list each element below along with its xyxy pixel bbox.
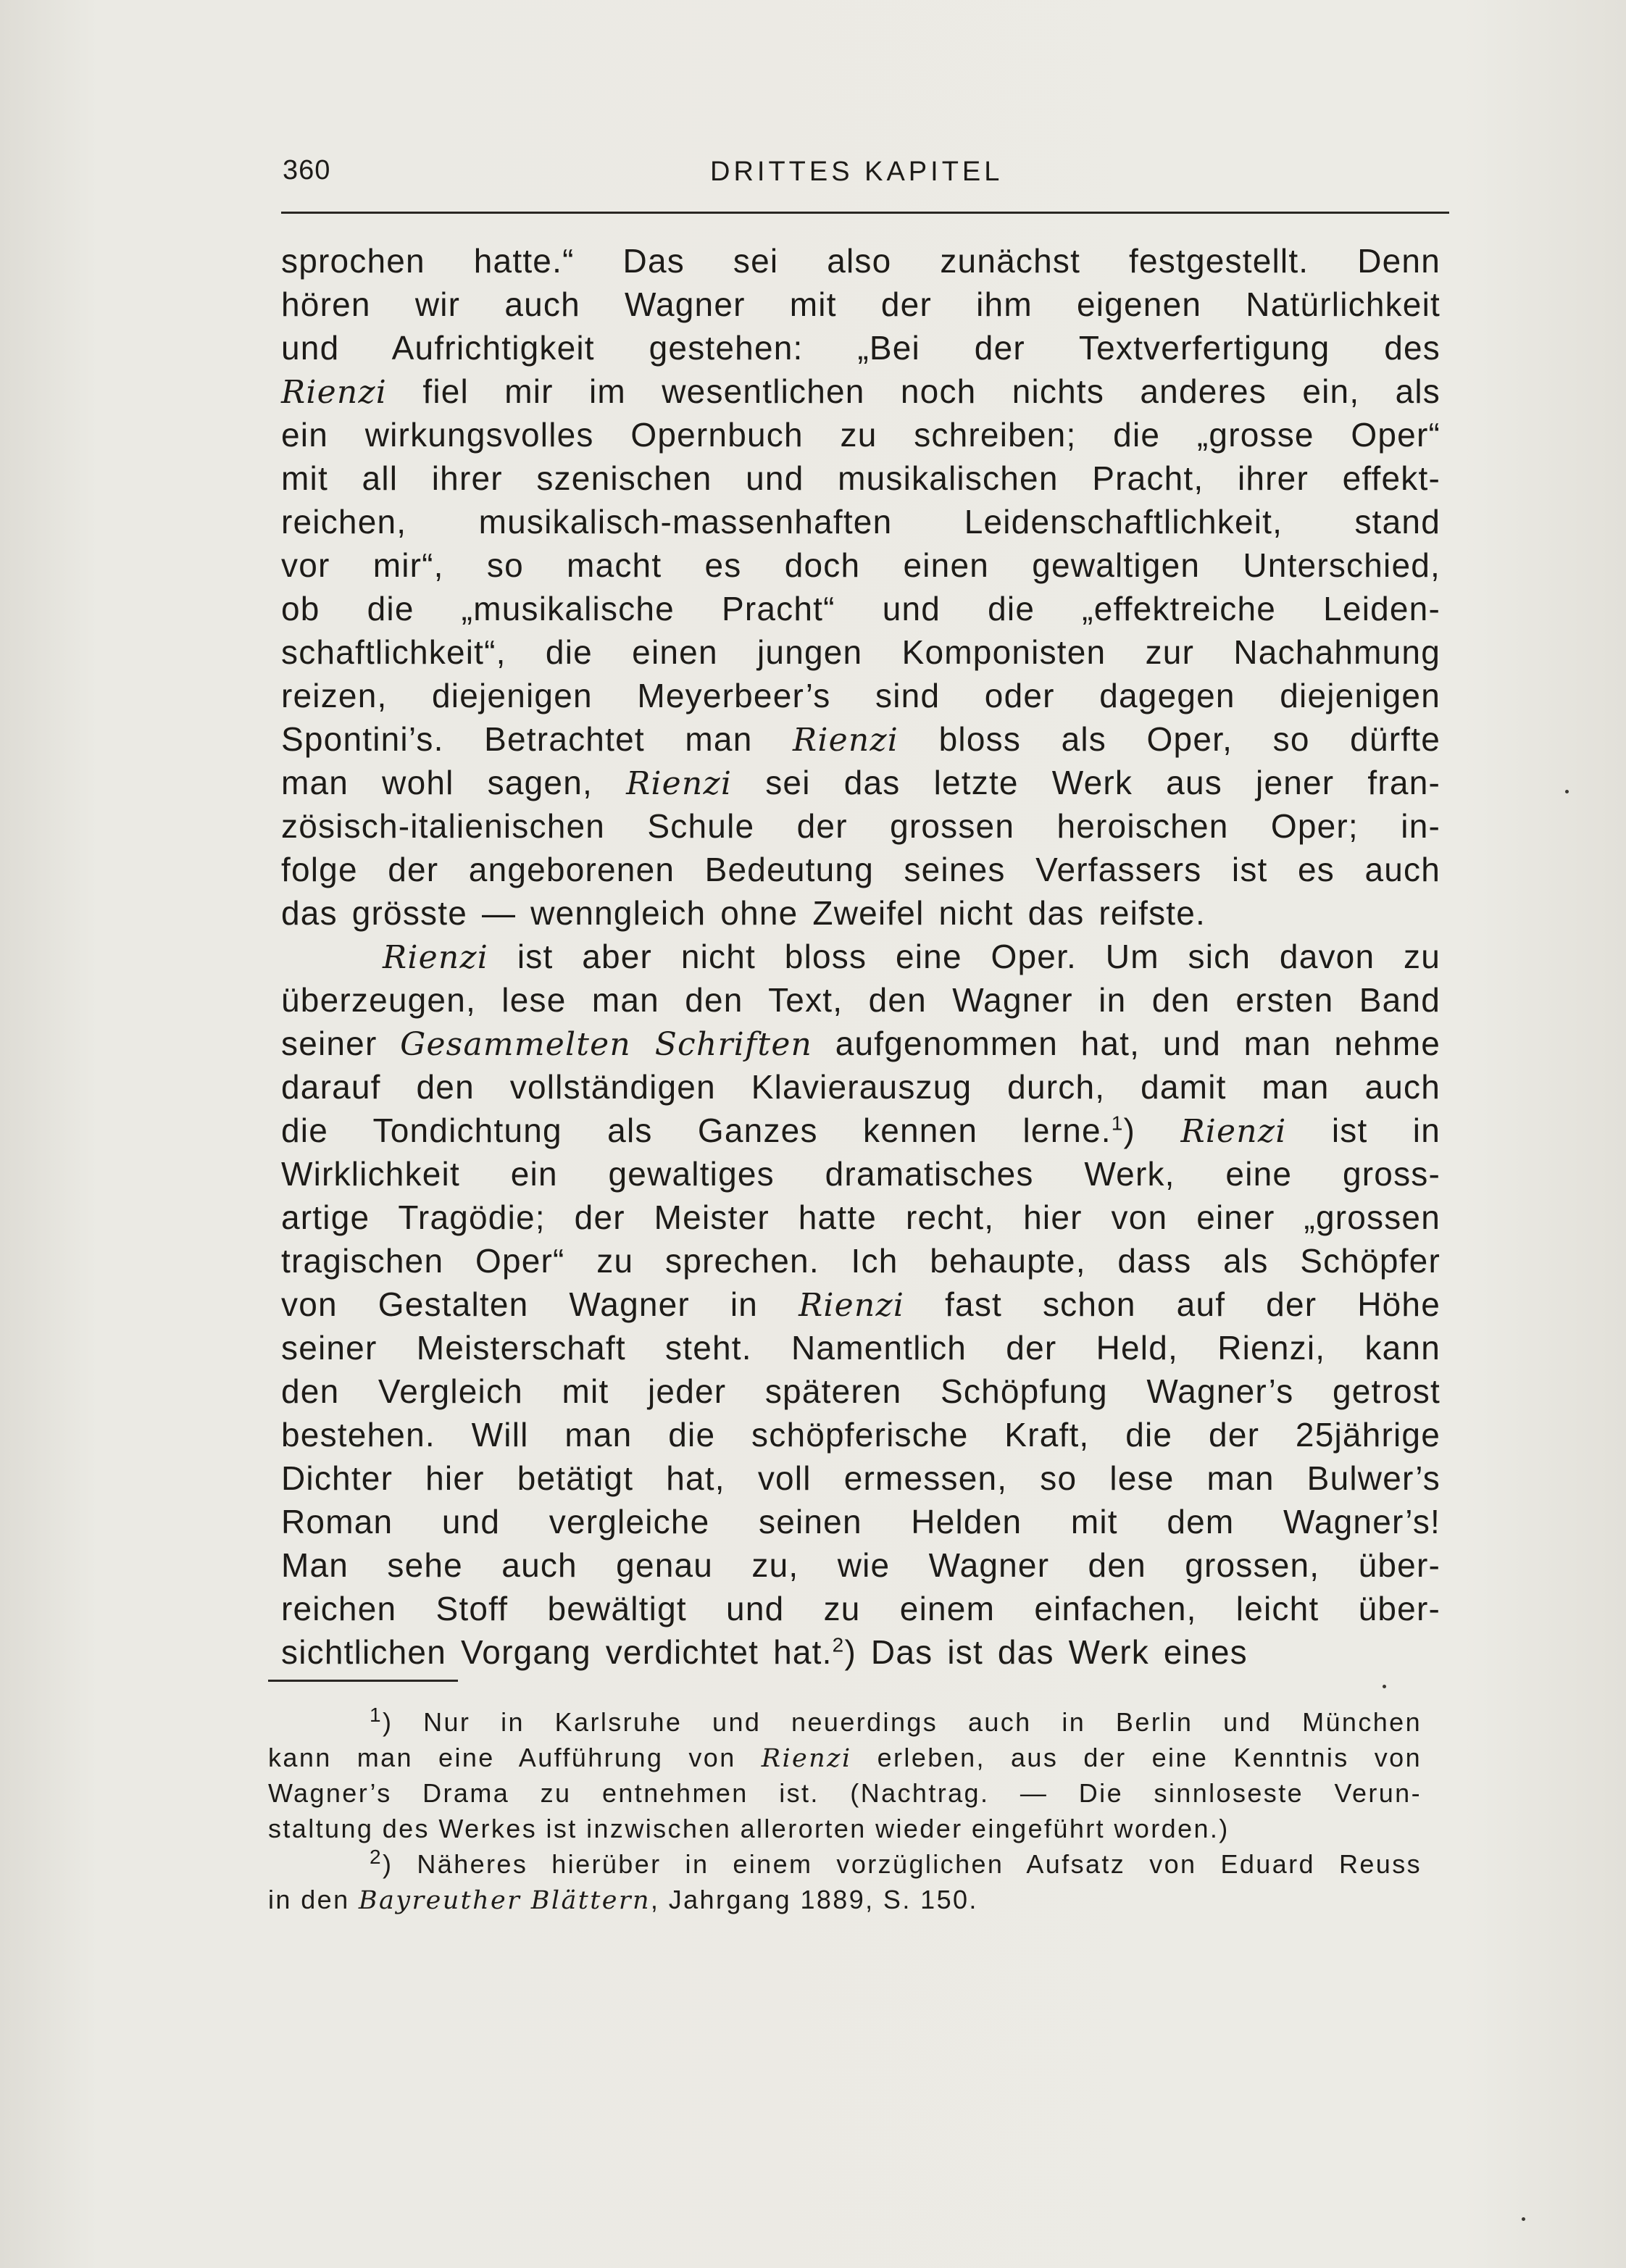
text-line: artige Tragödie; der Meister hatte recht, hier von einer „grossen bbox=[281, 1198, 1441, 1236]
italic-title: Rienzi bbox=[761, 1744, 852, 1773]
footnote-marker: 1 bbox=[1111, 1112, 1124, 1135]
text-line: tragischen Oper“ zu sprechen. Ich behaupte, dass als Schöpfer bbox=[281, 1242, 1441, 1280]
paper-speck bbox=[1383, 1685, 1386, 1688]
paper-speck bbox=[1565, 790, 1569, 793]
footnote-rule bbox=[268, 1680, 458, 1682]
italic-title: Rienzi bbox=[793, 722, 899, 759]
text-line: hören wir auch Wagner mit der ihm eigenen Natürlichkeit bbox=[281, 285, 1441, 323]
text-line: das grösste — wenngleich ohne Zweifel nicht das reifste. bbox=[281, 894, 1206, 932]
header-rule bbox=[281, 212, 1449, 214]
text-line: den Vergleich mit jeder späteren Schöpfung Wagner’s getrost bbox=[281, 1372, 1441, 1410]
footnote-marker: 2 bbox=[370, 1846, 383, 1868]
text-run: ist in bbox=[1286, 1112, 1441, 1149]
text-run: die Tondichtung als Ganzes kennen lerne. bbox=[281, 1112, 1112, 1149]
text-line: reichen, musikalisch-massenhaften Leidenschaftlichkeit, stand bbox=[281, 503, 1441, 541]
text-line: reichen Stoff bewältigt und zu einem einfachen, leicht über- bbox=[281, 1590, 1441, 1627]
text-line: folge der angeborenen Bedeutung seines Verfassers ist es auch bbox=[281, 851, 1441, 888]
footnote-marker: 2 bbox=[832, 1633, 845, 1656]
footnote-line: Wagner’s Drama zu entnehmen ist. (Nachtrag. — Die sinnloseste Verun- bbox=[268, 1778, 1422, 1808]
text-line bbox=[281, 370, 1441, 413]
running-head: DRITTES KAPITEL bbox=[710, 157, 1004, 187]
text-run: fast schon auf der Höhe bbox=[904, 1285, 1441, 1323]
text-line: sprochen hatte.“ Das sei also zunächst festgestellt. Denn bbox=[281, 242, 1441, 280]
text-line: zösisch-italienischen Schule der grossen heroischen Oper; in- bbox=[281, 807, 1441, 845]
page-number: 360 bbox=[283, 155, 331, 185]
text-line: vor mir“, so macht es doch einen gewaltigen Unterschied, bbox=[281, 546, 1441, 584]
italic-title: Gesammelten Schriften bbox=[400, 1026, 813, 1063]
text-line: mit all ihrer szenischen und musikalischen Pracht, ihrer effekt- bbox=[281, 459, 1441, 497]
text-run: von Gestalten Wagner in bbox=[281, 1285, 799, 1323]
text-line bbox=[281, 1022, 1441, 1065]
text-line: Wirklichkeit ein gewaltiges dramatisches Werk, eine gross- bbox=[281, 1155, 1441, 1193]
text-run: kann man eine Aufführung von bbox=[268, 1743, 762, 1772]
text-run: in den bbox=[268, 1885, 359, 1914]
text-line bbox=[281, 935, 1441, 978]
text-run: man wohl sagen, bbox=[281, 764, 627, 801]
italic-title: Bayreuther Blättern bbox=[358, 1886, 651, 1915]
text-run: ) Nur in Karlsruhe und neuerdings auch in Berlin und München bbox=[382, 1707, 1422, 1737]
text-run: ) bbox=[1123, 1112, 1181, 1149]
italic-title: Rienzi bbox=[626, 765, 733, 802]
text-line: überzeugen, lese man den Text, den Wagner in den ersten Band bbox=[281, 981, 1441, 1019]
text-line: seiner Meisterschaft steht. Namentlich der Held, Rienzi, kann bbox=[281, 1329, 1441, 1367]
paper-speck bbox=[1522, 2217, 1525, 2221]
text-run: fiel mir im wesentlichen noch nichts anderes ein, als bbox=[387, 372, 1441, 410]
text-run: ) Näheres hierüber in einem vorzüglichen Aufsatz von Eduard Reuss bbox=[382, 1849, 1422, 1879]
text-line: ob die „musikalische Pracht“ und die „effektreiche Leiden- bbox=[281, 590, 1441, 628]
text-line bbox=[281, 1630, 1441, 1674]
text-run: ist aber nicht bloss eine Oper. Um sich davon zu bbox=[488, 938, 1441, 975]
text-run: , Jahrgang 1889, S. 150. bbox=[650, 1885, 978, 1914]
text-run: sichtlichen Vorgang verdichtet hat. bbox=[281, 1633, 833, 1671]
text-line: und Aufrichtigkeit gestehen: „Bei der Textverfertigung des bbox=[281, 329, 1441, 367]
italic-title: Rienzi bbox=[799, 1287, 905, 1324]
text-line: Roman und vergleiche seinen Helden mit dem Wagner’s! bbox=[281, 1503, 1441, 1541]
italic-title: Rienzi bbox=[281, 374, 388, 411]
italic-title: Rienzi bbox=[1180, 1113, 1287, 1150]
text-line: schaftlichkeit“, die einen jungen Komponisten zur Nachahmung bbox=[281, 633, 1441, 671]
footnote-line: staltung des Werkes ist inzwischen allerorten wieder eingeführt worden.) bbox=[268, 1814, 1230, 1843]
text-line bbox=[281, 761, 1441, 804]
text-line: Dichter hier betätigt hat, voll ermessen, so lese man Bulwer’s bbox=[281, 1459, 1441, 1497]
page-header bbox=[281, 152, 1449, 196]
text-line: darauf den vollständigen Klavierauszug durch, damit man auch bbox=[281, 1068, 1441, 1106]
text-run: aufgenommen hat, und man nehme bbox=[812, 1025, 1441, 1062]
text-run: ) Das ist das Werk eines bbox=[844, 1633, 1248, 1671]
footnote-marker: 1 bbox=[370, 1704, 383, 1726]
text-line: reizen, diejenigen Meyerbeer’s sind oder dagegen diejenigen bbox=[281, 677, 1441, 714]
body-text bbox=[281, 239, 1441, 1674]
footnotes bbox=[268, 1704, 1422, 1917]
text-line bbox=[281, 1109, 1441, 1152]
text-run: bloss als Oper, so dürfte bbox=[899, 720, 1441, 758]
text-run: seiner bbox=[281, 1025, 401, 1062]
text-line bbox=[281, 1283, 1441, 1326]
text-run: erleben, aus der eine Kenntnis von bbox=[851, 1743, 1422, 1772]
italic-title: Rienzi bbox=[383, 939, 489, 976]
text-line bbox=[281, 717, 1441, 761]
footnote-line bbox=[268, 1740, 1422, 1775]
text-line: bestehen. Will man die schöpferische Kraft, die der 25jährige bbox=[281, 1416, 1441, 1454]
text-run: sei das letzte Werk aus jener fran- bbox=[732, 764, 1441, 801]
text-run: Spontini’s. Betrachtet man bbox=[281, 720, 793, 758]
footnote-line bbox=[268, 1882, 1422, 1917]
text-line: Man sehe auch genau zu, wie Wagner den grossen, über- bbox=[281, 1546, 1441, 1584]
footnote-line bbox=[268, 1846, 1422, 1882]
text-line: ein wirkungsvolles Opernbuch zu schreiben; die „grosse Oper“ bbox=[281, 416, 1441, 454]
footnote-line bbox=[268, 1704, 1422, 1740]
